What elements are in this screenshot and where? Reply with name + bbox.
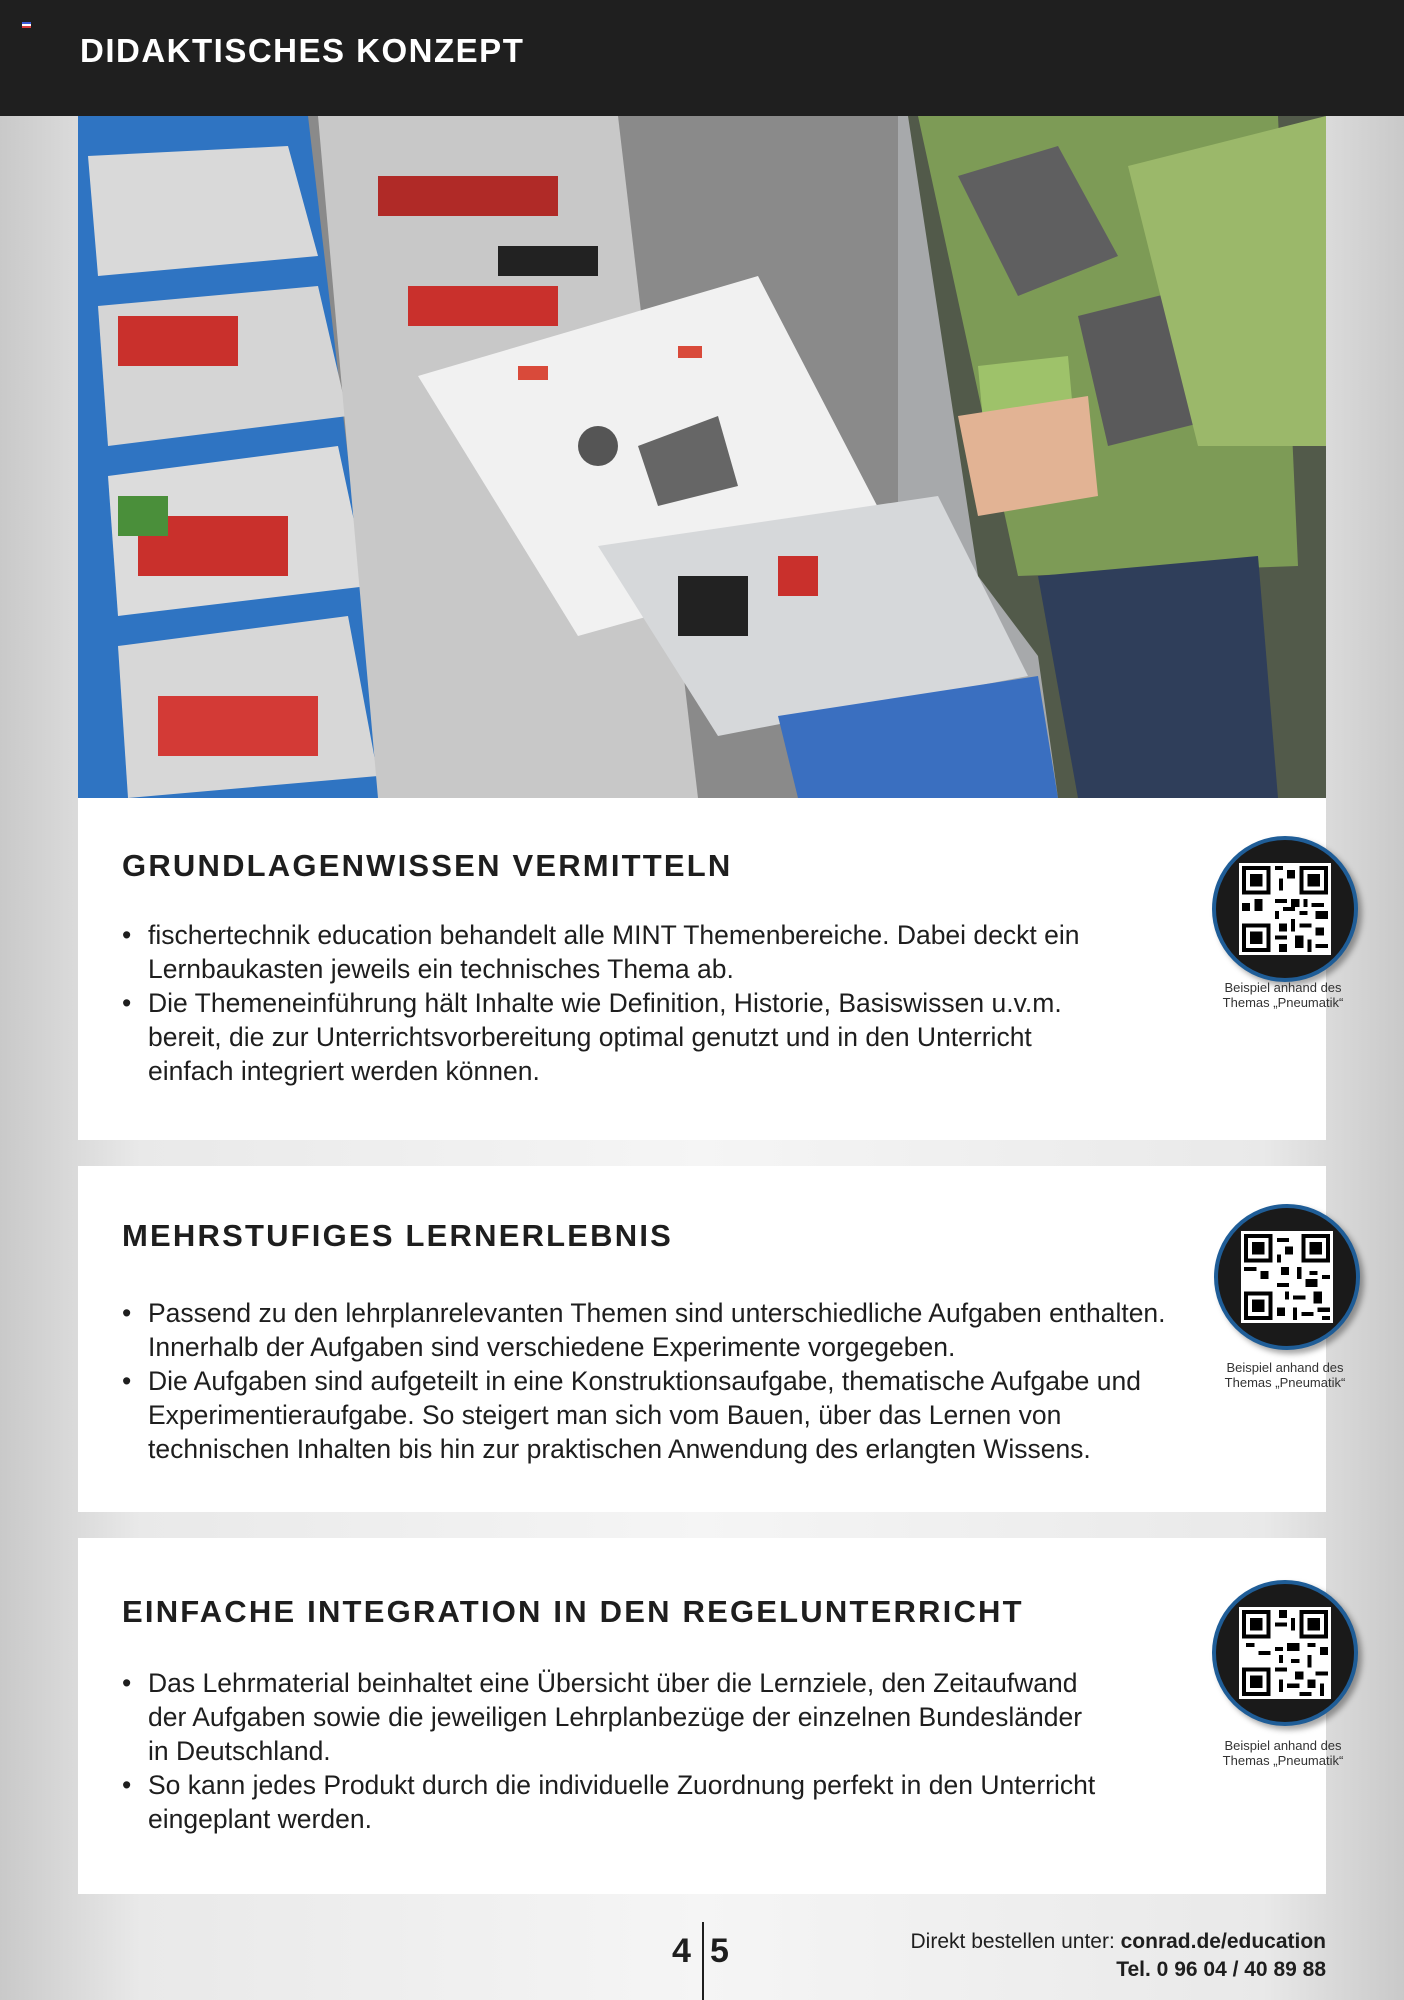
hero-photo: [78, 116, 1326, 798]
qr-caption-line: Beispiel anhand des: [1224, 1738, 1342, 1753]
qr-code[interactable]: [1214, 1204, 1360, 1350]
phone-number: [911, 1956, 1326, 1984]
page-number-left: 4: [672, 1932, 691, 1970]
flag-icon: [22, 22, 31, 28]
qr-caption: [1210, 1360, 1360, 1390]
section-lernerlebnis: [78, 1166, 1346, 1512]
bullet-list: [122, 918, 1102, 1088]
qr-caption: [1208, 980, 1358, 1010]
bullet-list: [122, 1296, 1182, 1466]
order-info: [911, 1928, 1326, 1984]
bullet-list: [122, 1666, 1102, 1836]
order-line: [911, 1928, 1326, 1956]
qr-caption-line: Themas „Pneumatik“: [1224, 1375, 1346, 1390]
section-heading: MEHRSTUFIGES LERNERLEBNIS: [122, 1218, 674, 1253]
qr-code-icon: [1239, 863, 1331, 955]
qr-code-icon: [1239, 1607, 1331, 1699]
list-item: • Passend zu den lehrplanrelevanten Themen sind unterschiedliche Aufgaben enthalten. Innerhalb der Aufgaben sind verschiedene Experimente vorgegeben.: [122, 1296, 1182, 1364]
order-prefix: Direkt bestellen unter:: [910, 1930, 1121, 1953]
header-bar: [0, 0, 1404, 116]
list-item: • fischertechnik education behandelt alle MINT Themenbereiche. Dabei deckt ein Lernbaukasten jeweils ein technisches Thema ab.: [122, 918, 1102, 986]
qr-caption-line: Beispiel anhand des: [1224, 980, 1342, 995]
page-number-right: 5: [710, 1932, 729, 1970]
qr-caption-line: Themas „Pneumatik“: [1222, 995, 1344, 1010]
section-grundlagenwissen: [78, 798, 1344, 1140]
qr-code[interactable]: [1212, 836, 1358, 982]
section-heading: EINFACHE INTEGRATION IN DEN REGELUNTERRICHT: [122, 1594, 1024, 1629]
qr-code[interactable]: [1212, 1580, 1358, 1726]
phone-text: Tel. 0 96 04 / 40 89 88: [1116, 1958, 1326, 1981]
photo-children-building-kits-icon: [78, 116, 1326, 798]
section-heading: GRUNDLAGENWISSEN VERMITTELN: [122, 848, 733, 883]
page-title: DIDAKTISCHES KONZEPT: [80, 32, 525, 69]
qr-caption-line: Themas „Pneumatik“: [1222, 1753, 1344, 1768]
qr-code-icon: [1241, 1231, 1333, 1323]
page-divider: [702, 1922, 704, 2000]
list-item: • Die Aufgaben sind aufgeteilt in eine Konstruktionsaufgabe, thematische Aufgabe und Experimentieraufgabe. So steigert man sich vom Bauen, über das Lernen von technischen Inhalten bis hin zur praktischen Anwendung des erlangten Wissens.: [122, 1364, 1182, 1466]
section-regelunterricht: [78, 1538, 1344, 1894]
list-item: • Die Themeneinführung hält Inhalte wie Definition, Historie, Basiswissen u.v.m. bereit, die zur Unterrichtsvorbereitung optimal genutzt und in den Unterricht einfach integriert werden können.: [122, 986, 1102, 1088]
list-item: • Das Lehrmaterial beinhaltet eine Übersicht über die Lernziele, den Zeitaufwand der Aufgaben sowie die jeweiligen Lehrplanbezüge der einzelnen Bundesländer in Deutschland.: [122, 1666, 1102, 1768]
qr-caption-line: Beispiel anhand des: [1226, 1360, 1344, 1375]
order-link[interactable]: conrad.de/education: [1120, 1930, 1326, 1953]
qr-caption: [1208, 1738, 1358, 1768]
list-item: • So kann jedes Produkt durch die individuelle Zuordnung perfekt in den Unterricht eingeplant werden.: [122, 1768, 1102, 1836]
